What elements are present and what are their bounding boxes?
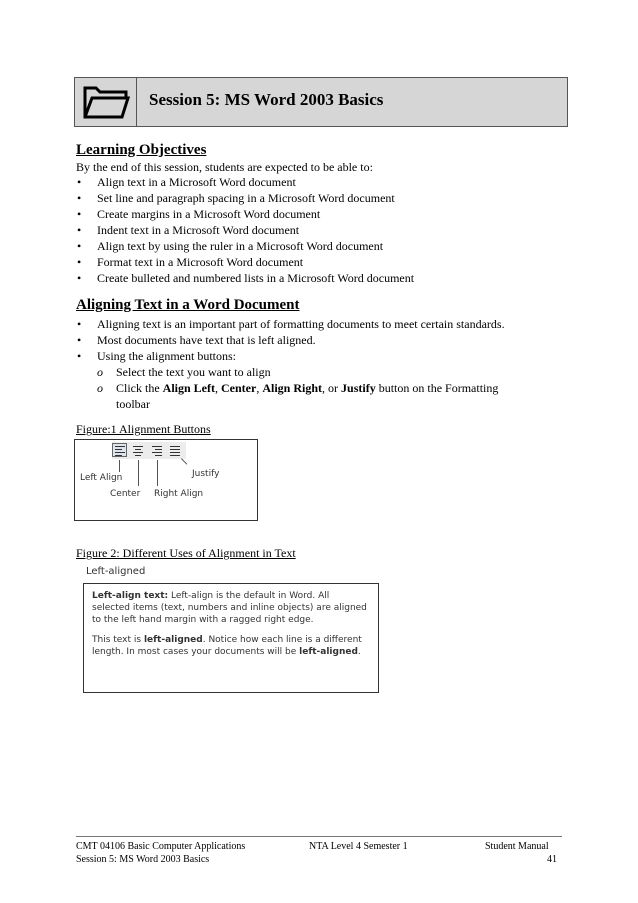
bullet-icon: • [77, 191, 82, 205]
circle-bullet-icon: o [97, 381, 103, 395]
left-align-leader [119, 460, 120, 472]
alignment-example-figure [83, 566, 379, 694]
bullet-icon: • [77, 175, 82, 189]
bullet-icon: • [77, 223, 82, 237]
footer-course: CMT 04106 Basic Computer Applications [76, 841, 246, 852]
list-item: • Most documents have text that is left aligned. [77, 333, 316, 347]
alignment-steps-list [97, 364, 516, 412]
folder-icon [82, 83, 130, 121]
align-center-icon [131, 443, 146, 457]
example-title: Left-aligned [86, 566, 146, 577]
bullet-icon: • [77, 207, 82, 221]
list-item: • Create margins in a Microsoft Word document [77, 207, 321, 221]
circle-bullet-icon: o [97, 365, 103, 379]
alignment-toolbar [112, 442, 186, 459]
figure-2-caption: Figure 2: Different Uses of Alignment in Text [76, 546, 296, 560]
bullet-icon: • [77, 317, 82, 331]
aligning-list [76, 316, 516, 412]
session-header [74, 77, 568, 127]
footer-manual: Student Manual [485, 841, 549, 852]
list-item: • Format text in a Microsoft Word document [77, 255, 304, 269]
list-item: • Create bulleted and numbered lists in a Microsoft Word document [77, 271, 415, 285]
list-item: • Set line and paragraph spacing in a Microsoft Word document [77, 191, 395, 205]
right-align-label: Right Align [154, 489, 204, 499]
example-paragraph-2: This text is left-aligned. Notice how each line is a different length. In most cases your documents will be left-aligned. [92, 635, 362, 657]
list-item: o Select the text you want to align [97, 365, 271, 379]
left-align-label: Left Align [80, 473, 123, 483]
justify-label: Justify [192, 469, 220, 479]
header-icon-cell [75, 78, 137, 126]
alignment-buttons-figure [74, 439, 258, 521]
footer-divider [76, 836, 562, 837]
center-leader [138, 460, 139, 486]
align-right-icon [150, 443, 165, 457]
page-number: 41 [547, 854, 557, 865]
objectives-list [76, 174, 414, 286]
figure-1-caption: Figure:1 Alignment Buttons [76, 422, 211, 436]
aligning-text-heading: Aligning Text in a Word Document [76, 297, 300, 313]
list-item: • Using the alignment buttons: o Select the text you want to align o Click the Align Left, Center, Align Right, or Justify button on the Formatting toolbar [76, 348, 516, 412]
justify-leader [181, 458, 187, 464]
example-paragraph-1: Left-align text: Left-align is the default in Word. All selected items (text, numbers and inline objects) are aligned to the left hand margin with a ragged right edge. [92, 591, 367, 625]
bullet-icon: • [77, 271, 82, 285]
list-item: • Indent text in a Microsoft Word document [77, 223, 300, 237]
list-item: • Aligning text is an important part of formatting documents to meet certain standards. [77, 317, 505, 331]
list-item: o Click the Align Left, Center, Align Right, or Justify button on the Formatting toolbar [97, 381, 499, 411]
align-left-icon [112, 443, 127, 457]
learning-intro: By the end of this session, students are expected to be able to: [76, 160, 373, 174]
list-item: • Align text in a Microsoft Word document [77, 175, 296, 189]
right-align-leader [157, 460, 158, 486]
justify-icon [168, 443, 183, 457]
bullet-icon: • [77, 255, 82, 269]
footer-session: Session 5: MS Word 2003 Basics [76, 854, 210, 865]
bullet-icon: • [77, 349, 82, 363]
list-item: • Align text by using the ruler in a Microsoft Word document [77, 239, 384, 253]
page-title: Session 5: MS Word 2003 Basics [149, 90, 384, 109]
bullet-icon: • [77, 333, 82, 347]
example-text-box [83, 583, 379, 693]
center-label: Center [110, 489, 141, 499]
bullet-icon: • [77, 239, 82, 253]
footer-level: NTA Level 4 Semester 1 [309, 841, 408, 852]
learning-objectives-heading: Learning Objectives [76, 142, 207, 158]
